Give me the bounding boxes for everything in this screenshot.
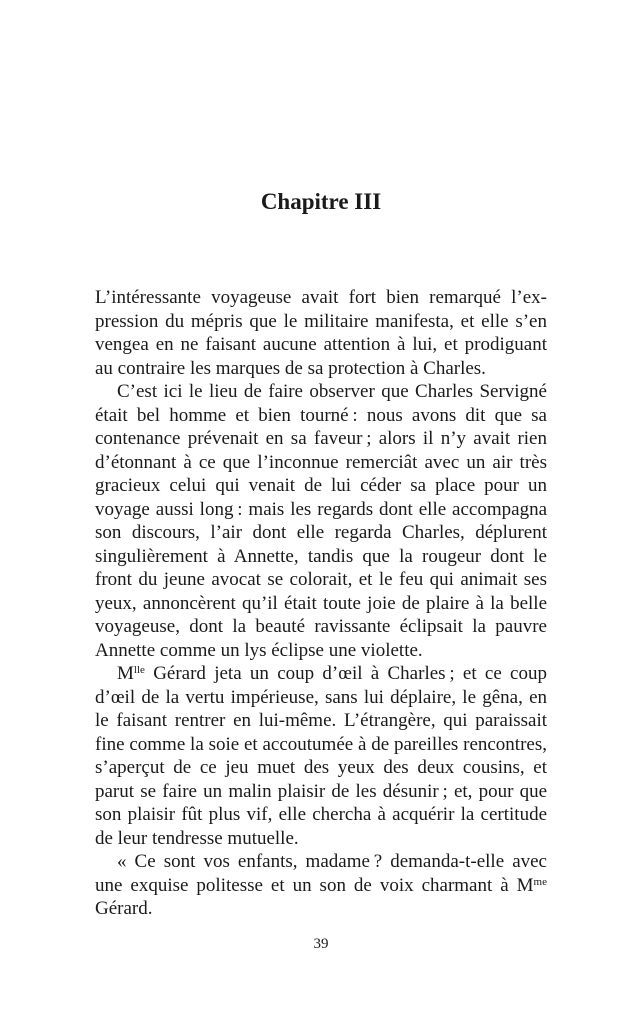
paragraph-3-text: Gérard jeta un coup d’œil à Charles ; et ce coup d’œil de la vertu impérieuse, sans lui déplaire, le gêna, en le faisant rentrer en lui-même. L’étrangère, qui paraissait fine comme la soie et accoutumée à de pareilles rencontres, s’aperçut de ce jeu muet des yeux des deux cousins, et parut se faire un malin plaisir de les désunir ; et, pour que son plaisir fût plus vif, elle chercha à acquérir la certitude de leur tendresse mutuelle. bbox=[95, 663, 547, 849]
body-text bbox=[95, 286, 547, 921]
paragraph-1: L’intéressante voyageuse avait fort bien remarqué l’expression du mépris que le militaire manifesta, et elle s’en vengea en ne faisant aucune attention à lui, et prodiguant au contraire les marques de sa protection à Charles. bbox=[95, 287, 547, 379]
paragraph-4-suffix: Gérard. bbox=[95, 898, 153, 919]
abbr-mademoiselle: M bbox=[117, 663, 134, 684]
abbr-madame-sup: me bbox=[533, 875, 547, 888]
page-number: 39 bbox=[313, 936, 329, 952]
paragraph-4-text: « Ce sont vos enfants, madame ? demanda-t-elle avec une exquise politesse et un son de voix charmant à M bbox=[95, 851, 547, 896]
chapter-title: Chapitre III bbox=[260, 189, 382, 214]
paragraph-3 bbox=[95, 662, 547, 850]
paragraph-4 bbox=[95, 850, 547, 921]
paragraph-2: C’est ici le lieu de faire observer que Charles Servigné était bel homme et bien tourné : nous avons dit que sa contenance prévenait en sa faveur ; alors il n’y avait rien d’étonnant à ce que l’inconnue remerciât avec un air très gracieux celui qui venait de lui céder sa place pour un voyage aussi long : mais les regards dont elle accompagna son discours, l’air dont elle regarda Charles, déplurent singulièrement à Annette, tandis que la rougeur dont le front du jeune avocat se colorait, et le feu qui animait ses yeux, annoncèrent qu’il était toute joie de plaire à la belle voyageuse, dont la beauté ravissante éclipsait la pauvre Annette comme un lys éclipse une violette. bbox=[95, 381, 547, 661]
abbr-mademoiselle-sup: lle bbox=[133, 664, 145, 676]
